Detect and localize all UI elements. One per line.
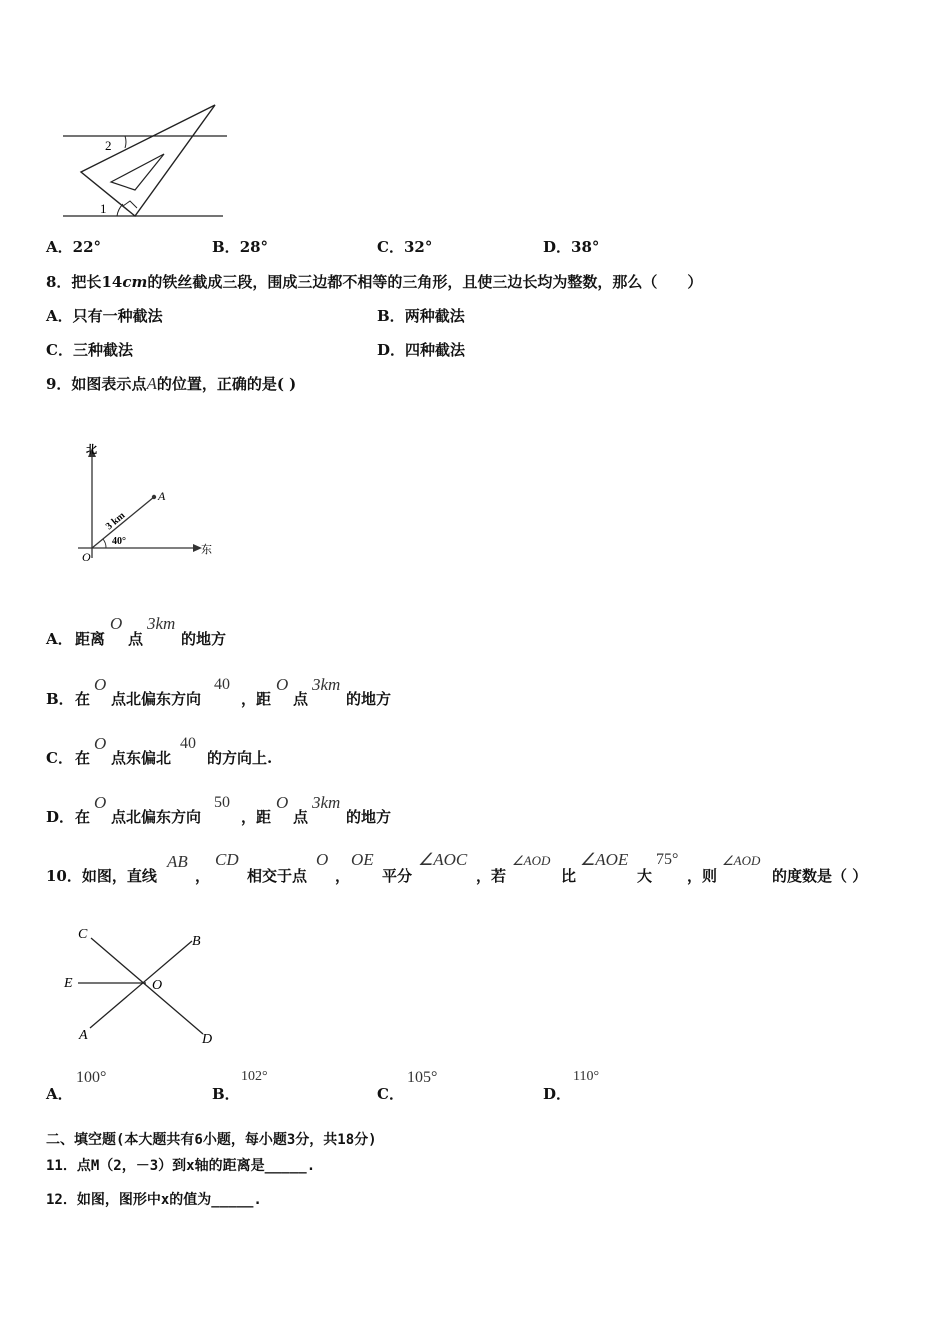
option-letter: D．	[543, 238, 572, 256]
angle-label: 40°	[112, 536, 126, 547]
math-o: O	[94, 734, 107, 753]
section-2-heading: 二、填空题(本大题共有6小题，每小题3分，共18分)	[46, 1132, 377, 1148]
math-angle-aod: ∠AOD	[512, 853, 551, 868]
option-text: 四种截法	[405, 341, 466, 359]
q8-stem	[46, 271, 702, 292]
math-distance: 3km	[147, 614, 176, 633]
math-oe: OE	[351, 850, 374, 869]
label-b: B	[192, 934, 201, 949]
option-text-1: 在	[75, 808, 91, 826]
math-cd: CD	[215, 850, 239, 869]
option-text-5: 的地方	[346, 808, 392, 826]
q9-stem-pre: 9．如图表示点	[46, 375, 147, 393]
q10-intersecting-lines-figure	[58, 920, 228, 1050]
label-c: C	[78, 927, 88, 942]
q10-text-10: 的度数是（ ）	[772, 867, 868, 885]
q9-stem	[46, 373, 296, 394]
q8-stem-post: 的铁丝截成三段，围成三边都不相等的三角形，且使三边长均为整数，那么（ ）	[147, 273, 703, 291]
q10-text-3: 相交于点	[247, 867, 308, 885]
option-text-5: 的地方	[346, 690, 392, 708]
math-distance: 3km	[312, 793, 341, 812]
north-label: 北	[86, 444, 97, 456]
label-e: E	[64, 976, 73, 991]
option-text: 三种截法	[72, 341, 133, 359]
math-distance: 3km	[312, 675, 341, 694]
q9-stem-post: 的位置，正确的是( )	[156, 375, 297, 393]
q8-option-c[interactable]	[46, 339, 133, 360]
label-a: A	[79, 1028, 88, 1043]
angle-1-label: 1	[100, 201, 107, 216]
option-letter: C．	[46, 341, 73, 359]
option-text-4: 点	[293, 690, 309, 708]
option-value: 100°	[76, 1069, 107, 1086]
q9-direction-figure	[70, 440, 220, 565]
q8-option-b[interactable]	[377, 305, 465, 326]
option-letter: D．	[543, 1085, 572, 1103]
option-letter: B．	[377, 307, 405, 325]
option-letter: A．	[46, 630, 73, 648]
set-square-outer	[81, 105, 215, 216]
east-label: 东	[201, 544, 212, 556]
label-d: D	[202, 1032, 213, 1047]
angle-2-arc	[125, 136, 126, 148]
option-letter: C．	[46, 749, 73, 767]
option-letter: C．	[377, 1085, 404, 1103]
q8-stem-pre: 8．把长	[46, 273, 102, 291]
point-a-dot	[152, 495, 156, 499]
option-text-3: ，距	[241, 808, 272, 826]
q10-text-8: 大	[637, 867, 653, 885]
math-angle: 40	[180, 735, 196, 752]
option-letter: B．	[212, 238, 240, 256]
option-letter: B．	[46, 690, 74, 708]
math-75-degrees: 75°	[656, 851, 679, 868]
q10-text-2: ，	[195, 867, 211, 885]
option-text-4: 点	[293, 808, 309, 826]
q11-stem: 11．点M（2，－3）到x轴的距离是_____.	[46, 1158, 316, 1174]
line-ab	[90, 941, 192, 1028]
option-letter: B．	[212, 1085, 240, 1103]
math-o: O	[94, 675, 107, 694]
math-o: O	[276, 675, 289, 694]
math-o: O	[110, 614, 123, 633]
angle-arc	[103, 539, 106, 548]
q7-option-b[interactable]	[212, 236, 268, 257]
option-text: 22°	[72, 238, 102, 256]
option-text: 28°	[239, 238, 269, 256]
q8-unit: cm	[122, 273, 148, 291]
option-text: 两种截法	[404, 307, 465, 325]
line-cd	[91, 938, 203, 1034]
math-angle: 50	[214, 794, 230, 811]
option-text-3: 的方向上.	[207, 749, 273, 767]
math-ab: AB	[167, 852, 188, 871]
set-square-inner	[111, 154, 164, 190]
q10-text-7: 比	[561, 867, 577, 885]
option-text-2: 点	[128, 630, 144, 648]
math-angle-aoe: ∠AOE	[580, 850, 629, 869]
option-letter: D．	[377, 341, 406, 359]
q7-triangle-figure	[55, 100, 235, 225]
q9-point-label: A	[146, 374, 157, 393]
q12-stem: 12．如图，图形中x的值为_____.	[46, 1192, 262, 1208]
math-o: O	[276, 793, 289, 812]
option-letter: D．	[46, 808, 75, 826]
option-value: 105°	[407, 1069, 438, 1086]
q10-text-4: ，	[335, 867, 351, 885]
option-text-1: 距离	[75, 630, 106, 648]
q8-option-d[interactable]	[377, 339, 465, 360]
math-angle-aoc: ∠AOC	[418, 850, 468, 869]
option-text: 38°	[571, 238, 600, 256]
distance-label: 3 km	[103, 510, 128, 533]
option-letter: A．	[46, 1085, 73, 1103]
option-text-3: ，距	[241, 690, 272, 708]
option-value: 102°	[241, 1069, 268, 1084]
q10-text-9: ，则	[687, 867, 718, 885]
q10-text-6: ，若	[476, 867, 507, 885]
option-text-1: 在	[75, 690, 91, 708]
q7-option-a[interactable]	[46, 236, 101, 257]
angle-2-label: 2	[105, 138, 112, 153]
option-text: 只有一种截法	[72, 307, 163, 325]
option-text-2: 点北偏东方向	[111, 690, 202, 708]
option-text-2: 点北偏东方向	[111, 808, 202, 826]
option-letter: A．	[46, 238, 73, 256]
math-angle-aod-2: ∠AOD	[722, 853, 761, 868]
q7-option-d[interactable]	[543, 236, 599, 257]
origin-label: O	[82, 550, 91, 564]
option-value: 110°	[573, 1069, 600, 1084]
label-o: O	[152, 978, 163, 993]
option-text-3: 的地方	[181, 630, 227, 648]
option-letter: C．	[377, 238, 404, 256]
option-text: 32°	[403, 238, 433, 256]
right-angle-mark	[123, 201, 137, 208]
q10-text-1: 10．如图，直线	[46, 867, 157, 885]
math-o: O	[94, 793, 107, 812]
q10-text-5: 平分	[382, 867, 413, 885]
q8-option-a[interactable]	[46, 305, 163, 326]
math-angle: 40	[214, 676, 230, 693]
option-text-2: 点东偏北	[111, 749, 172, 767]
option-text-1: 在	[75, 749, 91, 767]
option-letter: A．	[46, 307, 73, 325]
q7-option-c[interactable]	[377, 236, 432, 257]
math-o: O	[316, 850, 329, 869]
point-a-label: A	[158, 489, 166, 503]
q8-length: 14	[101, 273, 123, 291]
